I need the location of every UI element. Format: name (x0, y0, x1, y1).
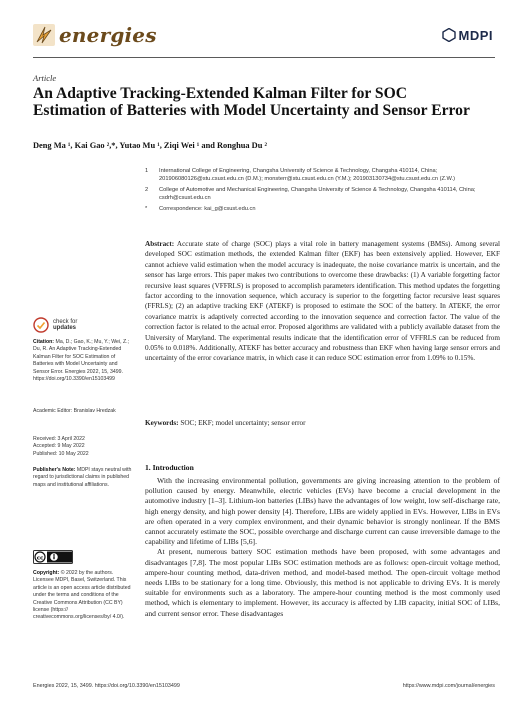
paragraph-2: At present, numerous battery SOC estimation methods have been proposed, with some advantages and disadvantages [7,8]. The most popular LIBs SOC estimation methods are as follows: open-circuit voltage method, ampere-hour counting method, data-driven method, and model-based method. The open-circuit voltage method needs LIBs to be stationary for a long time. Obviously, this method is not applicable to driving EVs. It is merely suitable for environments such as a laboratory. The ampere-hour counting method is the most commonly used method, which is elementary to implement. However, its accuracy is affected by LIB capacity, initial SOC of LIBs, and current sensor error. These disadvantages (145, 547, 500, 618)
page-footer (33, 683, 495, 689)
publisher-name: MDPI (458, 27, 493, 43)
affiliation-1 (145, 167, 505, 183)
introduction-body (145, 476, 500, 619)
academic-editor: Academic Editor: Branislav Hredzak (33, 408, 116, 414)
affiliation-number: 1 (145, 168, 149, 174)
affiliations (145, 167, 505, 213)
check-for-updates-badge[interactable] (33, 317, 77, 333)
publisher-note-label: Publisher's Note: (33, 467, 76, 473)
affiliation-text: Correspondence: kai_g@csust.edu.cn (159, 206, 256, 212)
cc-by-icon (33, 550, 73, 564)
energies-logo-icon (33, 24, 55, 46)
abstract-label: Abstract: (145, 240, 175, 248)
header-rule (33, 57, 495, 58)
publisher-note (33, 467, 133, 489)
copyright-label: Copyright: (33, 570, 60, 576)
accepted-date: Accepted: 9 May 2022 (33, 443, 85, 450)
affiliation-2 (145, 186, 505, 202)
updates-line-2: updates (53, 325, 77, 331)
cc-by-license-badge[interactable] (33, 550, 73, 564)
published-date: Published: 10 May 2022 (33, 450, 89, 457)
check-for-updates-text (53, 319, 77, 332)
affiliation-number: * (145, 206, 148, 212)
publisher-logo[interactable] (439, 24, 493, 46)
footer-citation[interactable]: Energies 2022, 15, 3499. https://doi.org/10.3390/en15103499 (33, 683, 180, 689)
dates-block (33, 436, 133, 458)
updates-line-1: check for (53, 318, 78, 325)
svg-text:cc: cc (36, 555, 44, 562)
check-for-updates-icon (33, 317, 49, 333)
article-title: An Adaptive Tracking-Extended Kalman Filter for SOC Estimation of Batteries with Model Uncertainty and Sensor Error (33, 85, 470, 119)
received-date: Received: 3 April 2022 (33, 436, 85, 442)
keywords-label: Keywords: (145, 419, 179, 427)
copyright-block (33, 570, 133, 622)
affiliation-text: College of Automotive and Mechanical Engineering, Changsha University of Science & Technology, Changsha 410114, China; csdrh@csust.edu.cn (159, 187, 476, 201)
journal-name: energies (59, 23, 157, 47)
affiliation-text: International College of Engineering, Changsha University of Science & Technology, Changsha 410114, China; 201906080126@stu.csust.edu.cn (D.M.); monsterr@stu.csust.edu.cn (Y.M.); 201903130734@stu.csust.edu.cn (Z.W.) (159, 168, 456, 182)
citation-label: Citation: (33, 339, 55, 345)
abstract (145, 239, 500, 364)
keywords (145, 418, 500, 428)
citation-block (33, 339, 133, 383)
section-heading-introduction: 1. Introduction (145, 463, 194, 472)
citation-text: Ma, D.; Gao, K.; Mu, Y.; Wei, Z.; Du, R. An Adaptive Tracking-Extended Kalman Filter for SOC Estimation of Batteries with Model Uncertainty and Sensor Error. Energies 2022, 15, 3499. https://doi.org/10.3390/en15103499 (33, 339, 130, 383)
abstract-text: Accurate state of charge (SOC) plays a vital role in battery management systems (BMSs). Among several developed SOC estimation methods, the extended Kalman filter (EKF) has been extensively applied. However, EKF cannot achieve valid estimation when the model accuracy is inadequate, the noise covariance matrix is uncertain, and the sensor has large errors. This paper makes two contributions to overcome these drawbacks: (1) A variable forgetting factor recursive least squares (VFFRLS) is proposed to accomplish parameters identification. This method updates the forgetting factor according to the innovation sequence, which accuracy is superior to the forgetting factor recursive least squares (FFRLS); (2) an adaptive tracking EKF (ATEKF) is proposed to estimate the SOC of the battery. In ATEKF, the error covariance matrix is adaptively corrected according to the innovation sequence and correction factor. The value of the correction factor is related to the actual error. Proposed algorithms are validated with a publicly available dataset from the University of Maryland. The experimental results indicate that the identification error of VFFRLS can be reduced from 0.05% to 0.018%. Additionally, ATEKF has better accuracy and robustness than EKF when having large sensor errors and uncertainty of the error covariance matrix, in which case it can reduce SOC estimation error from 1.09% to 0.15%. (145, 240, 500, 363)
journal-logo[interactable] (33, 22, 163, 48)
copyright-text: © 2022 by the authors. Licensee MDPI, Basel, Switzerland. This article is an open access article distributed under the terms and conditions of the Creative Commons Attribution (CC BY) license (https:// creativecommons.org/licenses/by/ 4.0/). (33, 570, 131, 621)
keywords-text: SOC; EKF; model uncertainty; sensor error (180, 419, 306, 427)
footer-journal-url[interactable]: https://www.mdpi.com/journal/energies (402, 683, 495, 689)
correspondence (145, 205, 505, 213)
mdpi-hex-icon (442, 28, 456, 42)
paragraph-1: With the increasing environmental pollution, governments are giving increasing attention to the problem of pollution caused by energy. Meanwhile, electric vehicles (EVs) have become a crucial development in the automotive industry [1–3]. Lithium-ion batteries (LIBs) have the advantages of low weight, low self-discharge rate, high energy density, and high power density [4]. Therefore, LIBs are widely applied in EVs. However, LIBs in EVs are often operated in a very complex environment, and their dynamic behavior is strongly nonlinear. If the BMS cannot accurately estimate the SOC, possible overcharge and discharge current can cause irreversible damage to the capability and lifetime of LIBs [5,6]. (145, 476, 500, 547)
publisher-note-text: MDPI stays neutral with regard to jurisdictional claims in published maps and institutional affiliations. (33, 467, 132, 488)
author-list: Deng Ma ¹, Kai Gao ²,*, Yutao Mu ¹, Ziqi Wei ¹ and Ronghua Du ² (33, 141, 267, 150)
affiliation-number: 2 (145, 187, 149, 193)
article-type: Article (33, 73, 57, 83)
